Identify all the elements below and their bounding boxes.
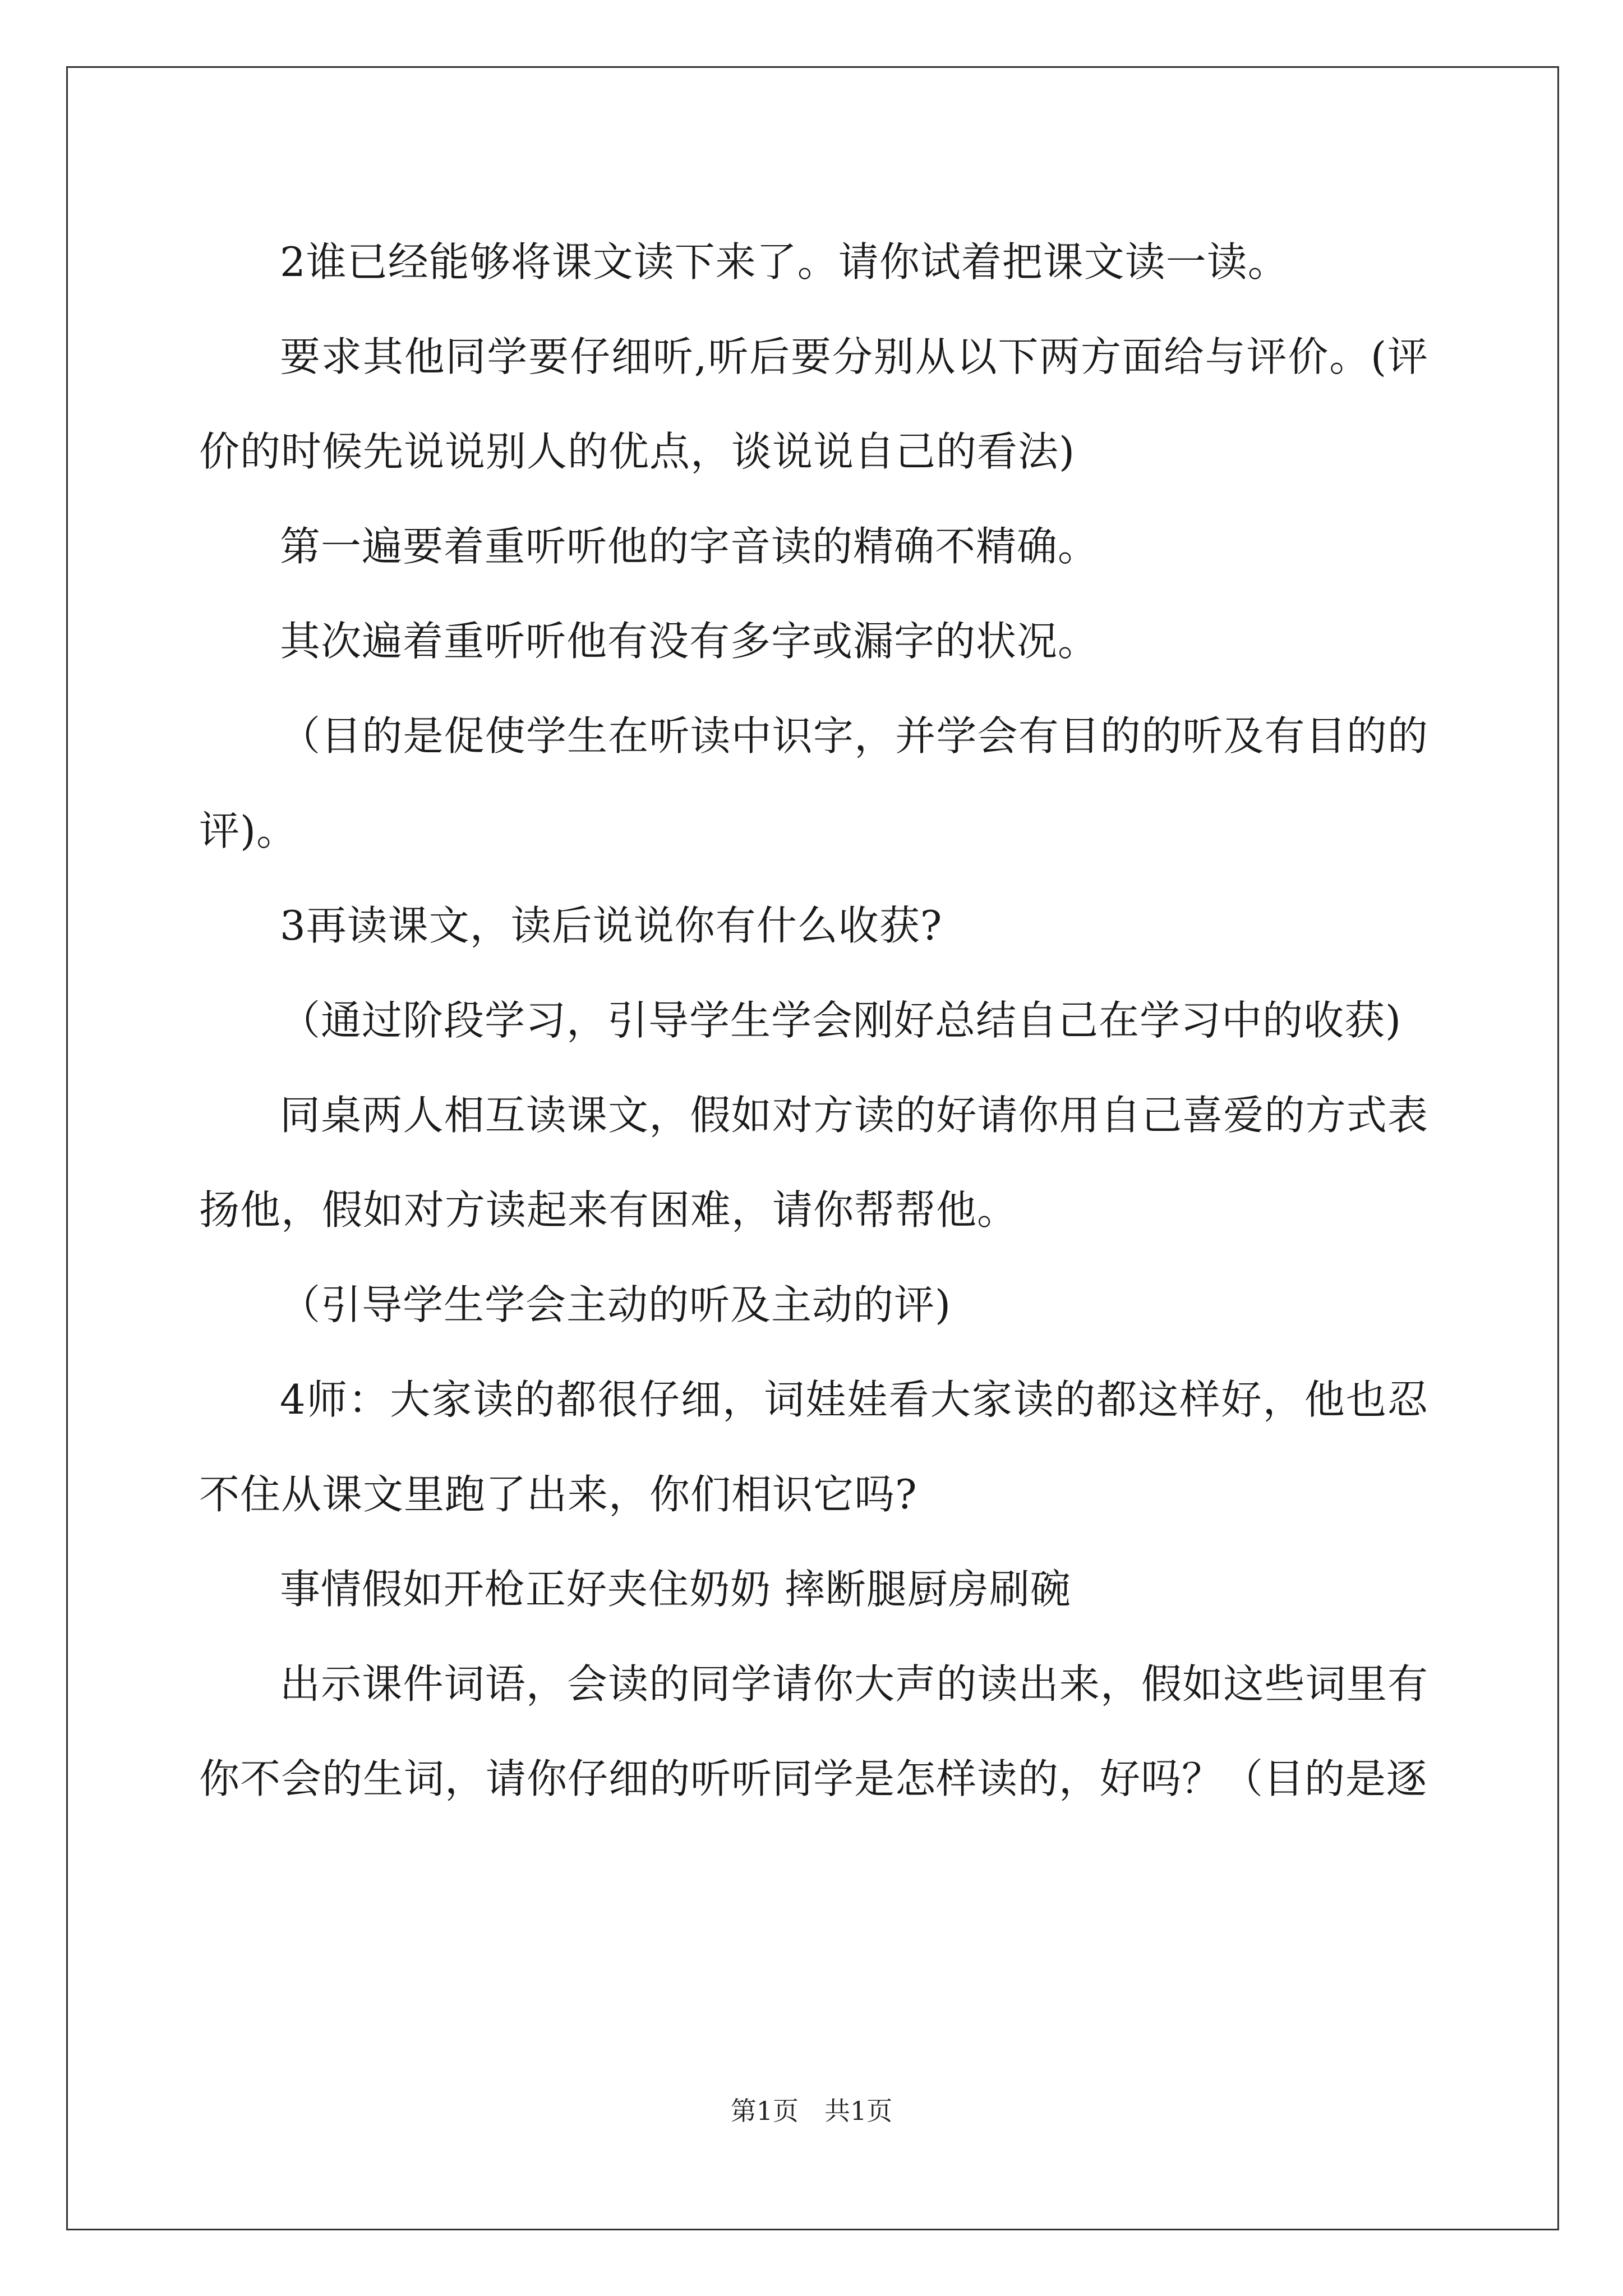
page-number-footer: 第1页 共1页 <box>730 2096 893 2126</box>
paragraph: 同桌两人相互读课文，假如对方读的好请你用自己喜爱的方式表扬他，假如对方读起来有困难，请你帮帮他。 <box>199 1092 1428 1234</box>
document-body <box>199 215 1428 1826</box>
paragraph: 4师：大家读的都很仔细，词娃娃看大家读的都这样好，他也忍不住从课文里跑了出来，你们相识它吗? <box>199 1376 1428 1518</box>
paragraph: 其次遍着重听听他有没有多字或漏字的状况。 <box>280 618 1099 665</box>
paragraph: 2谁已经能够将课文读下来了。请你试着把课文读一读。 <box>280 238 1289 286</box>
paragraph: 3再读课文，读后说说你有什么收获? <box>280 902 943 949</box>
paragraph: （引导学生学会主动的听及主动的评) <box>280 1281 952 1328</box>
paragraph: 第一遍要着重听听他的字音读的精确不精确。 <box>280 523 1099 570</box>
paragraph: 要求其他同学要仔细听,听后要分别从以下两方面给与评价。(评价的时候先说说别人的优点，谈说说自己的看法) <box>199 333 1428 475</box>
paragraph: （目的是促使学生在听读中识字，并学会有目的的听及有目的的评)。 <box>199 712 1428 854</box>
paragraph: 事情假如开枪正好夹住奶奶 摔断腿厨房刷碗 <box>280 1566 1071 1613</box>
paragraph: 出示课件词语，会读的同学请你大声的读出来，假如这些词里有你不会的生词，请你仔细的听听同学是怎样读的，好吗？（目的是逐 <box>199 1660 1428 1802</box>
paragraph: （通过阶段学习，引导学生学会刚好总结自己在学习中的收获) <box>280 997 1402 1044</box>
